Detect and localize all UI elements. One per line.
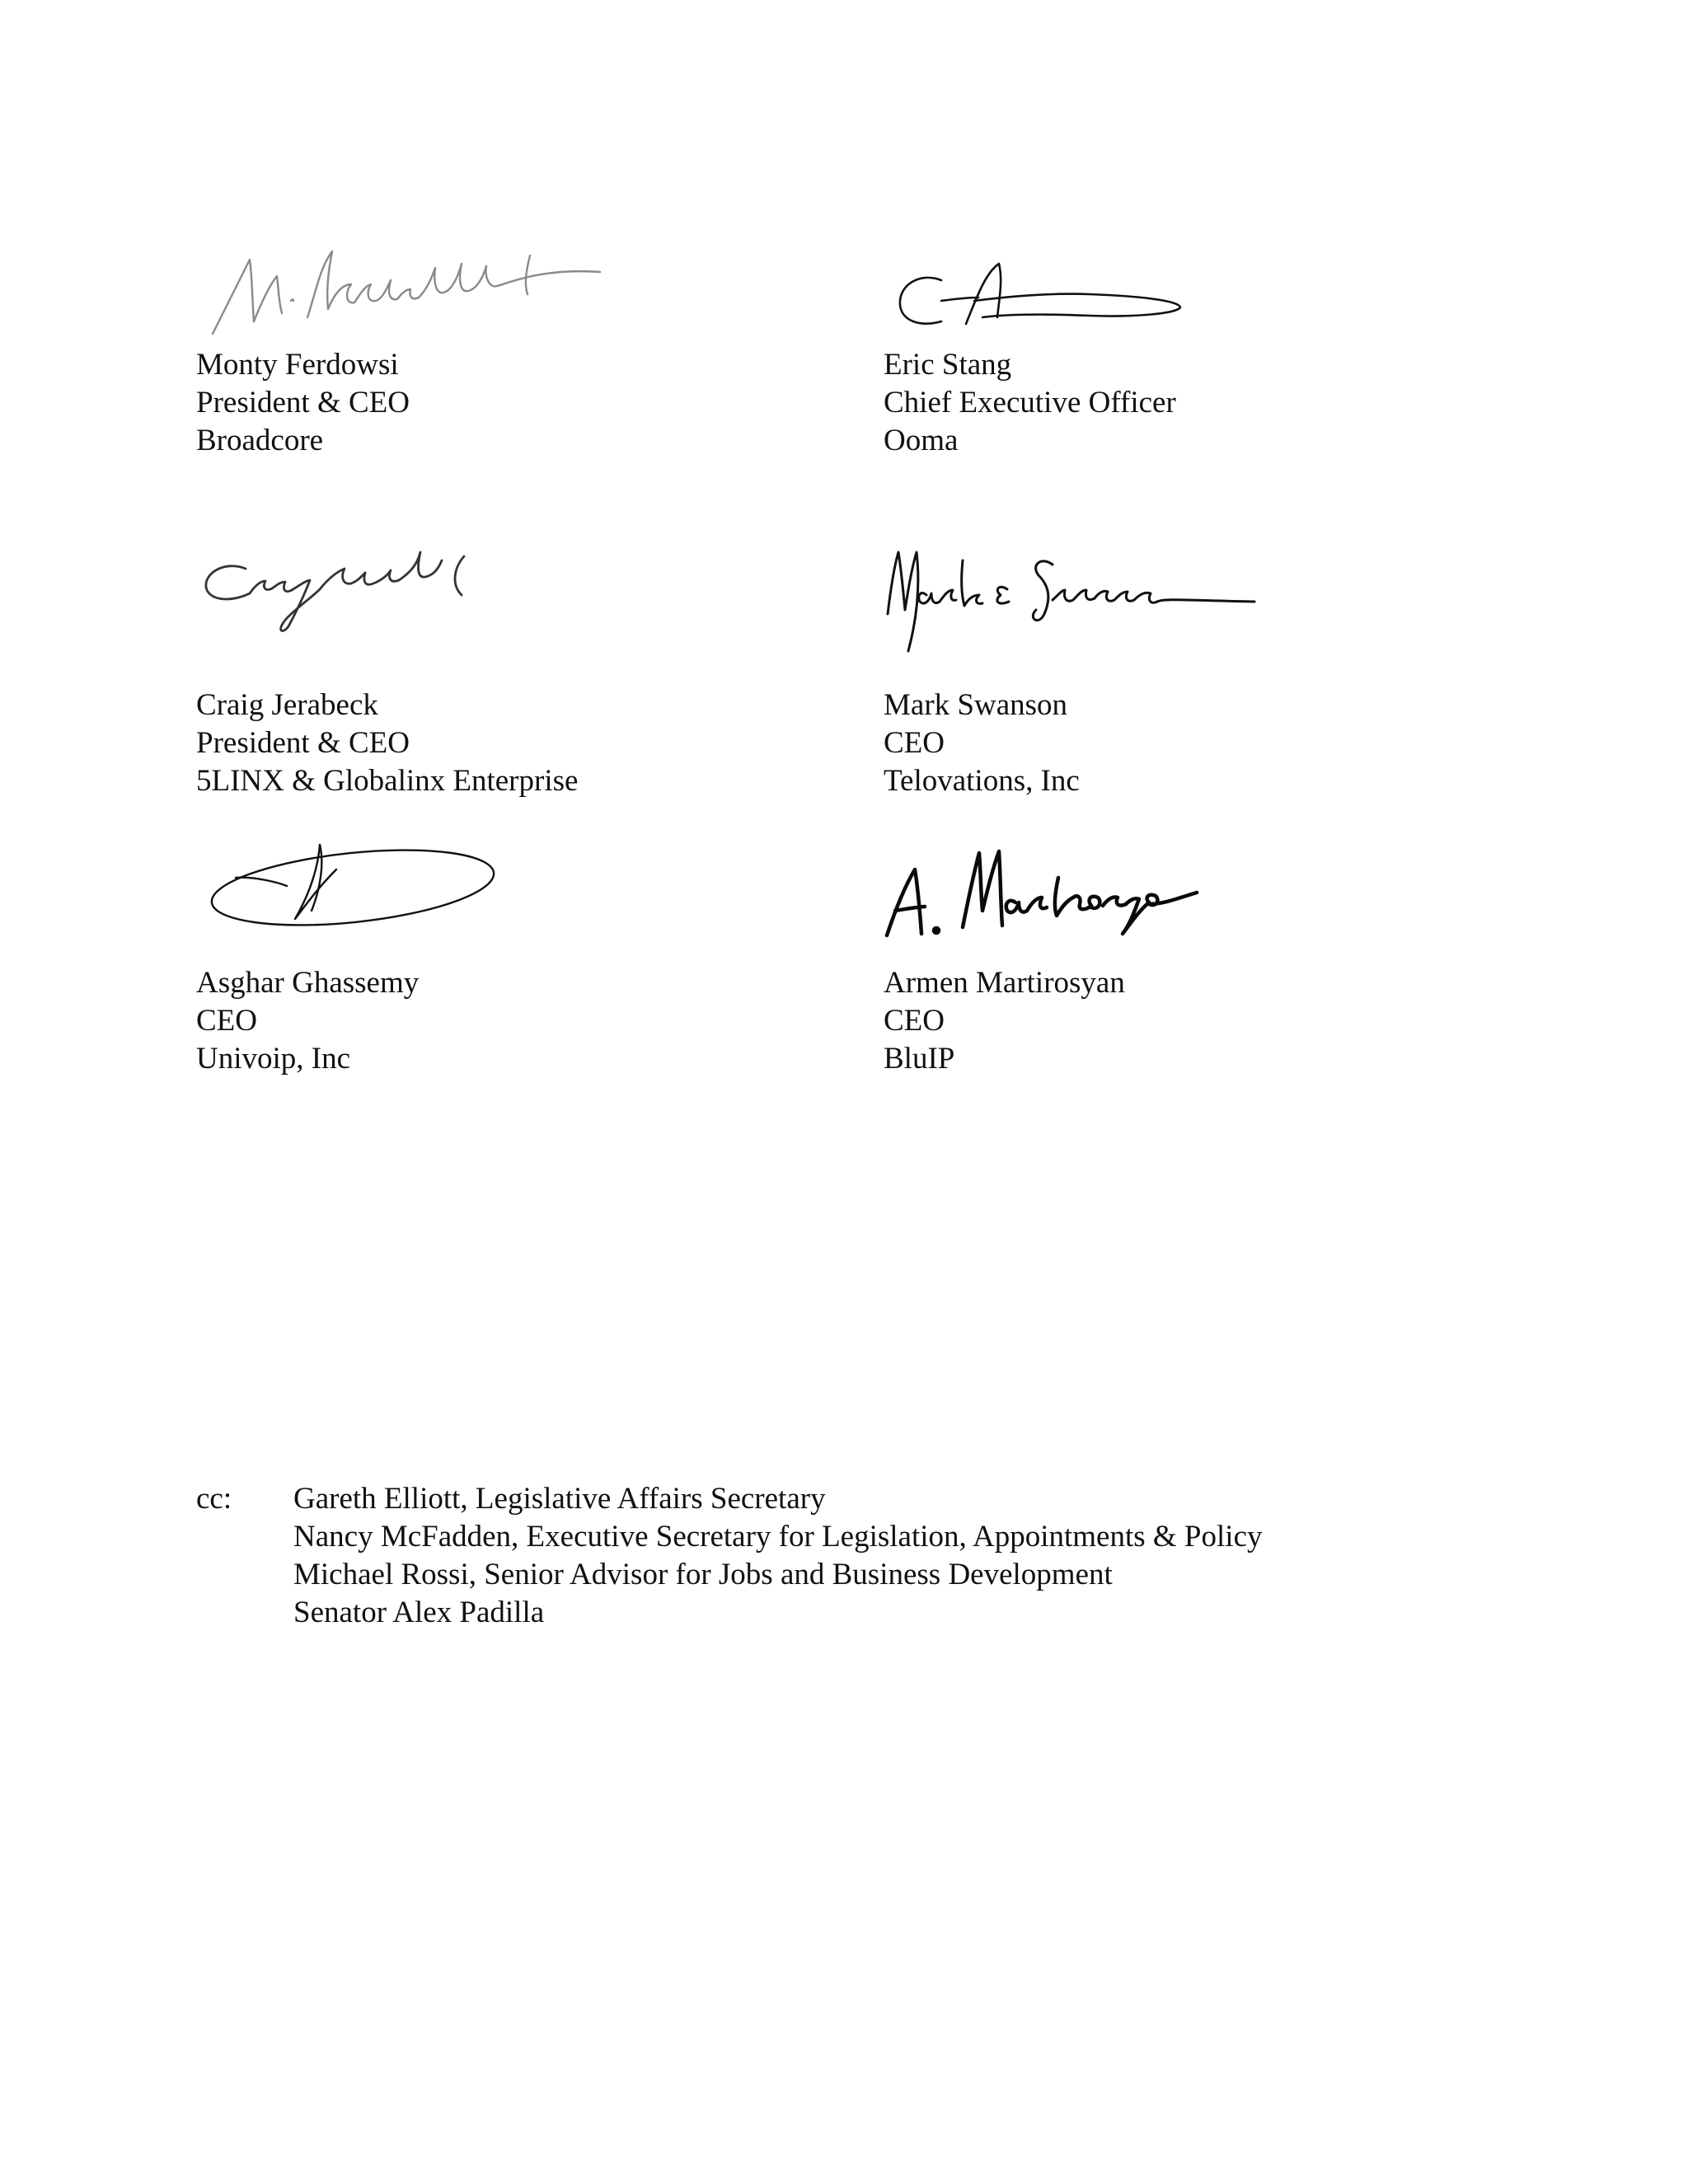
signature-block-swanson <box>884 536 1477 800</box>
signature-block-stang <box>884 235 1477 460</box>
signature-block-ghassemy <box>196 828 790 1078</box>
signer-title: CEO <box>196 1004 257 1038</box>
cc-recipient: Gareth Elliott, Legislative Affairs Secretary <box>293 1482 826 1516</box>
stang-signature-icon <box>884 235 1312 359</box>
cc-recipient: Nancy McFadden, Executive Secretary for Legislation, Appointments & Policy <box>293 1520 1263 1554</box>
signer-title: Chief Executive Officer <box>884 386 1176 419</box>
signature-block-martirosyan <box>884 828 1477 1078</box>
signer-name: Eric Stang <box>884 348 1012 382</box>
signer-company: Telovations, Inc <box>884 764 1080 798</box>
ferdowsi-signature-icon <box>196 235 625 359</box>
signer-name: Monty Ferdowsi <box>196 348 399 382</box>
swanson-signature-icon <box>884 536 1312 659</box>
signer-company: 5LINX & Globalinx Enterprise <box>196 764 579 798</box>
signer-title: CEO <box>884 1004 945 1038</box>
signer-company: Broadcore <box>196 424 324 457</box>
signer-title: President & CEO <box>196 386 410 419</box>
cc-label: cc: <box>196 1482 232 1516</box>
ghassemy-signature-icon <box>196 828 625 952</box>
cc-recipient: Michael Rossi, Senior Advisor for Jobs and Business Development <box>293 1558 1113 1591</box>
signer-name: Craig Jerabeck <box>196 688 378 722</box>
signature-block-ferdowsi <box>196 235 790 460</box>
martirosyan-signature-icon <box>884 828 1312 952</box>
cc-recipient-list <box>293 1480 1263 1632</box>
cc-recipient: Senator Alex Padilla <box>293 1596 545 1629</box>
jerabeck-signature-icon <box>196 536 625 659</box>
signer-company: Ooma <box>884 424 959 457</box>
signer-name: Asghar Ghassemy <box>196 966 420 1000</box>
signature-block-jerabeck <box>196 536 790 800</box>
signer-name: Mark Swanson <box>884 688 1068 722</box>
signer-company: BluIP <box>884 1042 955 1076</box>
signer-name: Armen Martirosyan <box>884 966 1125 1000</box>
signer-title: CEO <box>884 726 945 760</box>
signer-company: Univoip, Inc <box>196 1042 351 1076</box>
signer-title: President & CEO <box>196 726 410 760</box>
